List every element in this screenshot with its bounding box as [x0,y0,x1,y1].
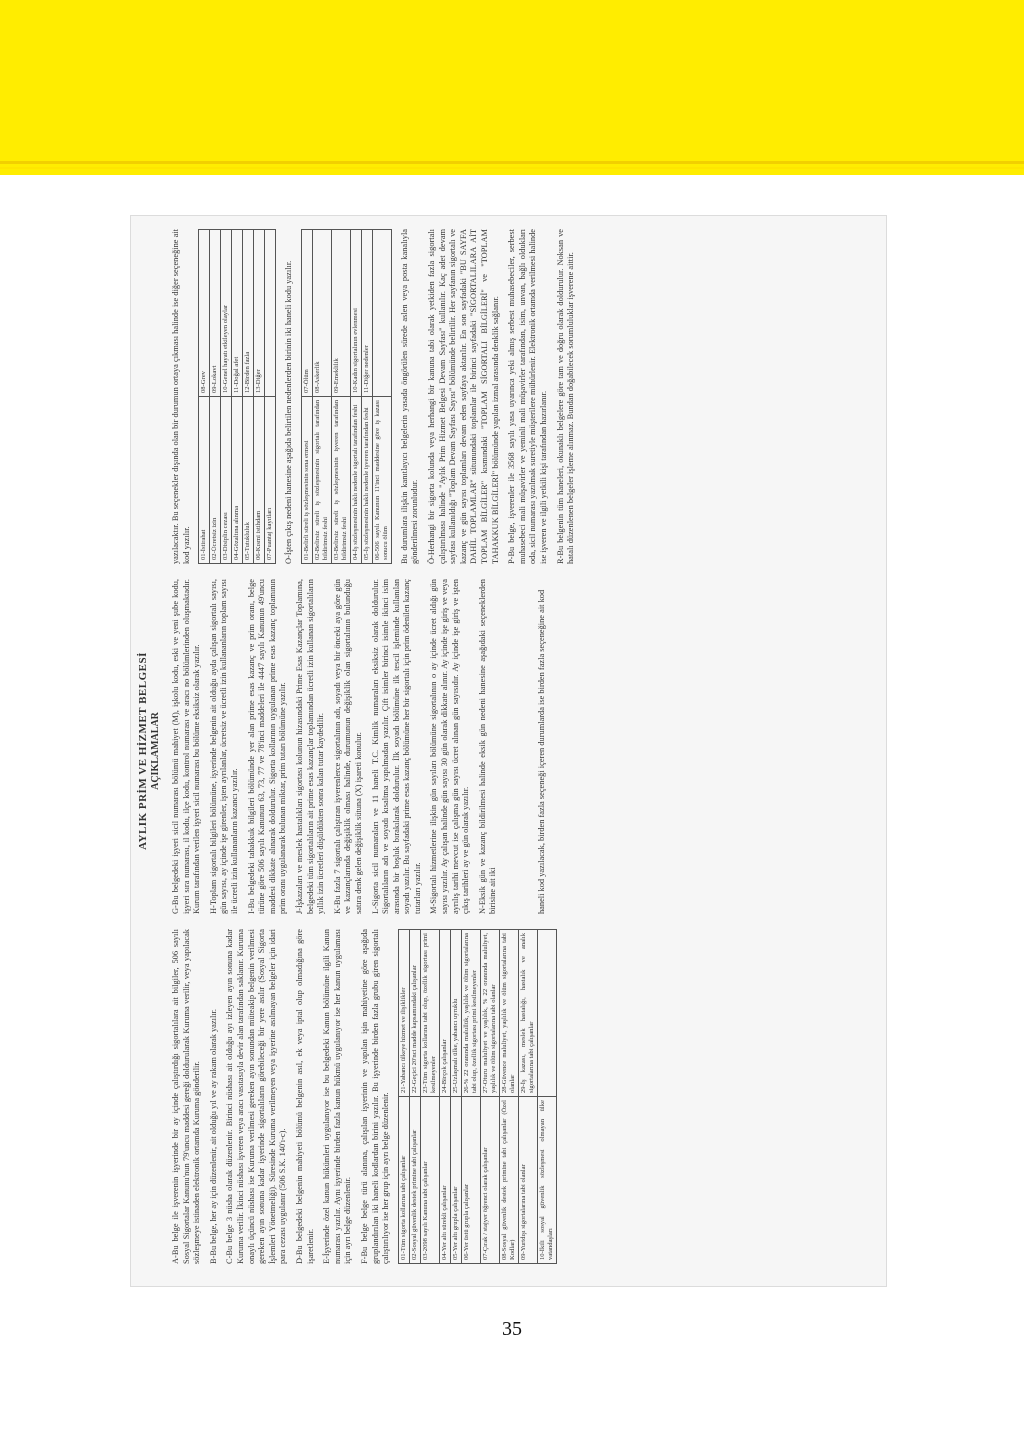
table-row [499,930,518,1264]
table-cell: 11-Diğer nedenler [361,230,372,397]
table-cell: 10-Kadın sigortalının evlenmesi [350,230,361,397]
paragraph-b: B-Bu belge, her ay için düzenlenir, ait olduğu yıl ve ay rakam olarak yazılır. [208,1008,218,1264]
table-row [350,230,361,564]
rotated-document-content [131,216,886,1286]
table-cell: 06-Kısmi istihdam [254,397,265,564]
document-title: AYLIK PRİM VE HİZMET BELGESİ [137,652,149,850]
table-row [312,230,331,564]
table-row [199,230,210,564]
table-cell: 24-Birçok çalışanlar [439,930,450,1097]
table-cell: 21-Yabancı ülkeye hizmet ve ilişiklikler [398,930,409,1097]
table-cell: 09-Lokavt [210,230,221,397]
table-cell: 06-Yer üstü grupla çalışanlar [461,1097,480,1264]
paragraph-j: J-İşkazaları ve meslek hastalıkları sigortası kolunun hizasındaki Prime Esas Kazançlar Toplamına, belgedeki tüm sigortalıların ait prime esas kazançlar toplamından ücretli izin kullanan sigortalıların yıllık izin ücretleri düşüldükten sonra kalan tutar kaydedilir. [294,579,326,914]
paragraph-g: G-Bu belgedeki işyeri sicil numarası bölümü mahiyet (M), işkolu kodu, eski ve yeni şube kodu, işyeri sıra numarası, il kodu, ilçe kodu, kontrol numarası ve aracı no bölümlerinden oluşmaktadır. Kurum tarafından verilen işyeri sicil numarası bu bölüme eksiksiz olarak yazılır. [171,579,202,914]
table-row [221,230,232,564]
text-column-2 [171,579,554,914]
table-cell: 07-Puantaj kayıtları [265,397,276,564]
paragraph-o-note: Bu durumlara ilişkin kanıtlayıcı belgelerin yasada öngörülen sürede aslen veya posta kanalıyla gönderilmesi zorunludur. [399,229,420,564]
table-cell: 10-İkili sosyal güvenlik sözleşmesi olmayan ülke vatandaşları [537,1097,556,1264]
table-cell: 04-İş sözleşmesinin haklı nedenle sigortalı tarafından feshi [350,397,361,564]
table-cell: 02-Belirsiz süreli iş sözleşmesinin sigortalı tarafından bildirimsiz feshi [312,397,331,564]
table-cell: 04-Gözaltına alınma [232,397,243,564]
table-cell: 11-Doğal afet [232,230,243,397]
table-cell: 08-Askerlik [312,230,331,397]
table-cell: 09-Yurtdışı sigortalarına tabi olanlar [518,1097,537,1264]
scanned-document-page [130,215,887,1287]
table-cell: 01-Belirli süreli iş sözleşmesinin sona ermesi [301,397,312,564]
table-cell: 01-İstirahat [199,397,210,564]
table-cell: 03-Belirsiz süreli iş sözleşmesinin işveren tarafından bildirimsiz feshi [331,397,350,564]
table-cell: 04-Yer altı sürekli çalışanlar [439,1097,450,1264]
table-row [361,230,372,564]
paragraph-o: O-İşten çıkış nedeni hanesine aşağıda belirtilen nedenlerden birinin iki haneli kodu yazılır. [284,260,294,564]
paragraph-r: R-Bu belgenin tüm haneleri, okunaklı belgelere göre tam ve doğru olarak doldurulur. Noksan ve hatalı düzenlenen belgeler işleme alınmaz. Bundan doğabilecek sorumluluklar işverene aittir. [555,229,576,564]
header-divider-line-2 [0,167,1024,169]
header-divider-line [0,161,1024,164]
table-row [372,230,391,564]
paragraph-l: L-Sigorta sicil numaraları ve 11 haneli T.C. Kimlik numaraları eksiksiz olarak doldurulur. Sigortalıların adı ve soyadı kısaltma yapılmadan yazılır. Çift isimler birinci isimle ikinci isim arasında bir boşluk bırakılarak doldurulur. İlk soyadı bölümüne ilk tescil işleminde kullanılan soyadı yazılır. Bu sayfadaki prime esas kazanç bölümüne her bir sigortalı için prim ödenilen kazanç tutarları yazılır. [370,579,422,914]
table-row [331,230,350,564]
paragraph-k: K-Bu fazla 7 sigortalı çalıştıran işverenlerce sigortalının adı, soyadı veya bir önceki aya göre gün ve kazançlarında değişiklik olması halinde, durumunun değişiklik olan sigortalının bulunduğu satıra denk gelen değişiklik sütuna (X) işareti konulur. [332,579,363,914]
paragraph-e: E-İşyerinde özel kanun hükümleri uygulanıyor ise bu belgedeki Kanun bölümüne ilgili Kanun numarası yazılır. Aynı işyerinde birden fazla kanun hükmü uygulanıyor ise her kanun uygulaması için ayrı belge düzenlenir. [322,929,353,1264]
table-cell: 10-Genel hayatı etkileyen olaylar [221,230,232,397]
paragraph-d: D-Bu belgedeki belgenin mahiyeti bölümü belgenin asıl, ek veya iptal olup olmadığına göre işaretlenir. [294,929,315,1264]
table-row [537,930,556,1264]
table-cell: 07-Çırak / stajyer öğrenci olarak çalışanlar [480,1097,499,1264]
paragraph-o-umlaut: Ö-Herhangi bir sigorta kolunda veya herhangi bir kanuna tabi olarak yetkiden fazla sigortalı çalıştırılması halinde "Aylık Prim Hizmet Belgesi Devam Sayfası" kullanılır. Kaç adet devam sayfası kullanıldığı "Toplam Devam Sayfası Sayısı" bölümünde belirtilir. Her sayfanın sigortalı ve kazanç ve gün sayısı toplamları devam eden sayfaya aktarılır. En son sayfadaki "BU SAYFA DAHİL TOPLAMLAR" sütunundaki toplamlar ile birinci sayfadaki "SİGORTALILARA AİT TOPLAM BİLGİLER" kısmındaki "TOPLAM SİGORTALI BİLGİLERİ" ve "TOPLAM TAHAKKUK BİLGİLERİ" bölümünde yapılan izmal arasında denklik sağlanır. [426,229,500,564]
table-cell [372,230,391,397]
table-cell: 23-Tüm sigorta kollarına tabi olup, özellik sigortası primi kesilmeyenler [420,930,439,1097]
table-cell: 05-İş sözleşmesinin haklı nedenle işveren tarafından feshi [361,397,372,564]
table-cell: 03-2098 sayılı Kanuna tabi çalışanlar [420,1097,439,1264]
paragraph-f: F-Bu belge belge türü alanına, çalışılan işyerinin ve yapılan işin mahiyetine göre aşağıda gruplandırılan iki haneli kodlardan birini yazılır. Bu işyerinde birden fazla grubu giren sigortalı çalıştırılıyor ise her grup için ayrı belge düzenlenir. [359,929,391,1264]
paragraph-n: N-Eksik gün ve kazanç bildirilmesi halinde eksik gün nedeni hanesine aşağıdaki seçeneklerden birisine ait iki [477,579,498,914]
table-row [480,930,499,1264]
table-row [398,930,409,1264]
table-cell: 05-Yer altı grupla çalışanlar [450,1097,461,1264]
table-cell: 05-Tutukluluk [243,397,254,564]
paragraph-h: H-Toplam sigortalı bilgileri bölümüne, işyerinde belgenin ait olduğu ayda çalışan sigortalı sayısı, gün sayısı, ay içinde işe girenler, işten ayrılanlar, ücretsiz ve ücretli izin kullananların toplam sayısı ile ücretli izin kullananların kazancı yazılır. [208,579,239,914]
table-row [254,230,265,564]
table-cell: 01-Tüm sigorta kollarına tabi çalışanlar [398,1097,409,1264]
table-cell: 08-Sosyal güvenlik destek primine tabi çalışanlar (Özel Kodlar) [499,1097,518,1264]
table-cell: 09-Emeklilik [331,230,350,397]
table-row [301,230,312,564]
table-cell: 28-Güvence maluliyet, yaşlılık ve ölüm sigortalarına tabi olanlar [499,930,518,1097]
page-number: 35 [502,1318,522,1340]
table-row [409,930,420,1264]
text-column-1 [171,929,565,1264]
table-cell: 27-Oturu maluliyet ve yaşlılık, % 22 oranında maluliyet, yaşlılık ve ölüm sigortalarına tabi olanlar [480,930,499,1097]
table-cell: 25-Uzlaşmalı ülke, yabancı uyruklu [450,930,461,1097]
table-row [265,230,276,564]
table-row [243,230,254,564]
table-row [518,930,537,1264]
document-type-table [398,929,557,1264]
paragraph-i: I-Bu belgedeki tahakkuk bilgileri bölümünde yer alan prime esas kazanç ve prim oranı, belge türüne göre 506 sayılı Kanunun 63, 73, 77 ve 78'inci maddeleri ile 4447 sayılı Kanunun 49'uncu maddesi dikkate alınarak doldurulur. Sigorta kollarının uygulanan prime esas kazanç toplamının prim oranı uygulanarak bulunan miktar, prim tutarı bölümüne yazılır. [246,579,288,914]
exit-reason-table [301,229,392,564]
document-subtitle: AÇIKLAMALAR [150,712,161,790]
yellow-header-band [0,0,1024,175]
table-cell: 22-Geçici 20'nci madde kapsamındaki çalışanlar [409,930,420,1097]
table-row [420,930,439,1264]
paragraph-n-continued: haneli kod yazılacak, birden fazla seçeneği içeren durumlarda ise birden fazla seçeneğine ait kod [537,589,547,914]
table-cell: 08-Grev [199,230,210,397]
table-row [232,230,243,564]
table-cell [537,930,556,1097]
table-cell: 12-Birden fazla [243,230,254,397]
table-cell: 13-Diğer [254,230,265,397]
table-cell: 07-Ölüm [301,230,312,397]
table-row [461,930,480,1264]
table-cell: 03-Disiplin cezası [221,397,232,564]
paragraph-intro: yazılacaktır. Bu seçenekler dışında olan bir durumun ortaya çıkması halinde ise diğer seçeneğine ait kod yazılır. [171,229,191,564]
paragraph-c: C-Bu belge 3 nüsha olarak düzenlenir. Birinci nüshası ait olduğu ayı izleyen ayın sonuna kadar Kuruma verilir. İkinci nüshası işveren veya aracı vasıtasıyla devir alan tarafından saklanır. Kuruma onaylı üçüncü nüshası ise Kuruma verilmesi gereken ayın sonundan müteakip belgenin verilmesi gereken ayın sonuna kadar işyerinde sigortalıların görebileceği bir yere asılır (Sosyal Sigorta İşlemleri Yönetmeliği). Süresinde Kuruma verilmeyen veya işyerine asılmayan belgeler için idari para cezası uygulanır (506 S.K. 140'ı-c). [225,929,288,1264]
table-cell: 06-506 sayılı Kanunun 11'inci maddesine göre iş kazası sonucu ölüm [372,397,391,564]
table-cell: 02-Ücretsiz izin [210,397,221,564]
table-row [210,230,221,564]
table-row [439,930,450,1264]
paragraph-m: M-Sigortalı hizmetlerine ilişkin gün sayıları bölümüne sigortalının o ay içinde ücret aldığı gün sayısı yazılır. Ay çalışan halinde gün sayısı 30 gün olarak dikkate alınır. Ay içinde işe giriş ve veya ayrılış tarihi mevcut ise çalışma gün sayısı ücret alınan gün sayısıdır. Ay içinde işe giriş ve işten çıkış tarihleri ay ve gün olarak yazılır. [429,579,471,914]
paragraph-p: P-Bu belge, işverenler ile 3568 sayılı yasa uyarınca yeki almış serbest muhasebeciler, serbest muhasebeci mali müşavirler ve yeminli mali müşavirler tarafından, isim, unvan, bağlı oldukları oda, sicil numarası yazılmak suretiyle müşterilere mühürlenir. Elektronik ortamda verilmesi halinde ise işveren ve ilgili yetkili kişi tarafından hazırlanır. [507,229,548,564]
paragraph-a: A-Bu belge ile işverenin işyerinde bir ay içinde çalıştırdığı sigortalılara ait bilgiler, 506 sayılı Sosyal Sigortalar Kanunu'nun 79'uncu maddesi gereği doldurularak Kuruma verilir, veya yapılacak sözleşmeye istinaden elektronik ortamda Kuruma gönderilir. [171,929,202,1264]
table-cell [265,230,276,397]
table-cell: 26-% 22 oranında malullük, yaşlılık ve ölüm sigortalarına tabi olup, özellik sigortası primi kesilmeyenler [461,930,480,1097]
table-cell: 02-Sosyal güvenlik destek primine tabi çalışanlar [409,1097,420,1264]
table-row [450,930,461,1264]
text-column-3 [171,229,583,564]
missing-day-reason-table [198,229,276,564]
table-cell: 29-İş kazası, meslek hastalığı, hastalık ve analık sigortalarına tabi çalışanlar [518,930,537,1097]
